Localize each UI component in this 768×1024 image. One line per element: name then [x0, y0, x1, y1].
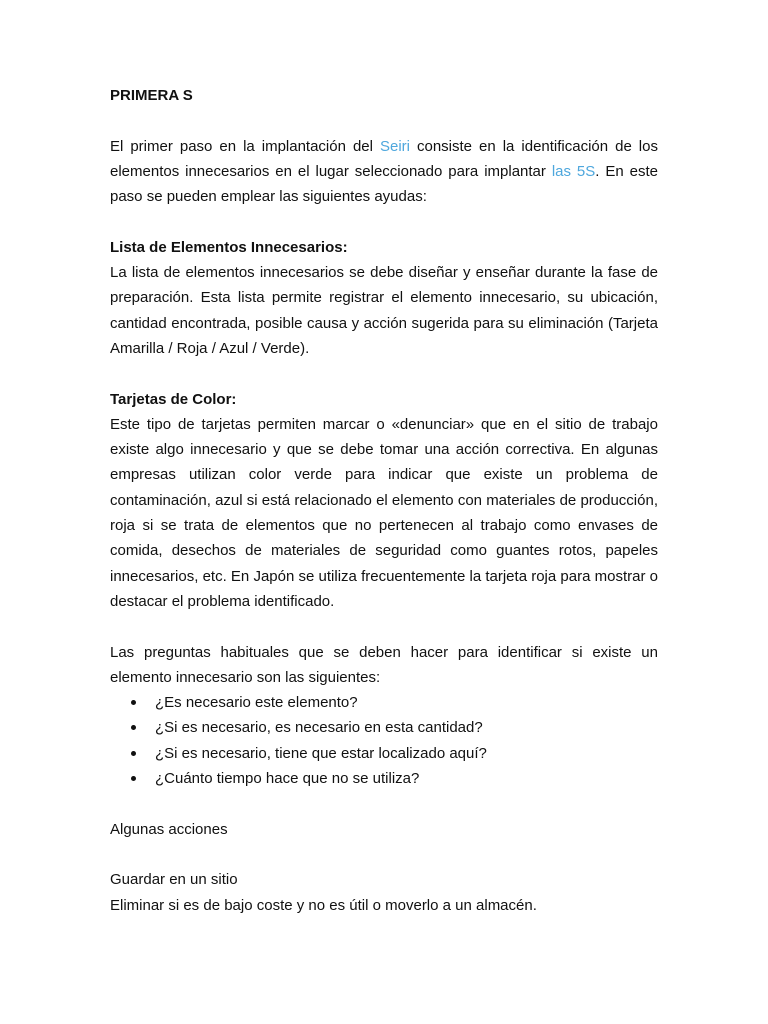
acciones-line-2: Eliminar si es de bajo coste y no es útil o moverlo a un almacén.	[110, 896, 537, 914]
list-item	[110, 766, 658, 791]
bullet-icon	[131, 700, 136, 705]
spacer	[110, 361, 658, 386]
intro-text-2: consiste en la identificación de los elementos innecesarios en el lugar seleccionado para implantar	[110, 137, 658, 180]
list-item-text: ¿Si es necesario, tiene que estar localizado aquí?	[155, 744, 487, 762]
intro-text-3: . En este paso se pueden emplear las siguientes ayudas:	[110, 162, 659, 206]
spacer	[110, 209, 658, 234]
acciones-heading: Algunas acciones	[110, 820, 228, 838]
document-page	[110, 83, 658, 918]
list-item-text: ¿Cuánto tiempo hace que no se utiliza?	[155, 770, 420, 788]
seiri-link[interactable]: Seiri	[379, 137, 410, 155]
bullet-icon	[131, 725, 136, 730]
list-item	[110, 741, 658, 766]
lista-paragraph: La lista de elementos innecesarios se debe diseñar y enseñar durante la fase de preparación. Esta lista permite registrar el elemento innecesario, su ubicación, cantidad encontrada, posible causa y acción sugerida para su eliminación (Tarjeta Amarilla / Roja / Azul / Verde).	[110, 264, 658, 357]
bullet-icon	[131, 751, 136, 756]
tarjetas-paragraph: Este tipo de tarjetas permiten marcar o «denunciar» que en el sitio de trabajo existe algo innecesario y que se debe tomar una acción correctiva. En algunas empresas utilizan color verde para indicar que existe un problema de contaminación, azul si está relacionado el elemento con materiales de producción, roja si se trata de elementos que no pertenecen al trabajo como envases de comida, desechos de materiales de seguridad como guantes rotos, papeles innecesarios, etc. En Japón se utiliza frecuentemente la tarjeta roja para mostrar o destacar el problema identificado.	[110, 415, 658, 610]
preguntas-intro: Las preguntas habituales que se deben hacer para identificar si existe un elemento innecesario son las siguientes:	[110, 643, 658, 686]
intro-paragraph	[110, 134, 658, 210]
tarjetas-heading: Tarjetas de Color:	[110, 390, 237, 408]
spacer	[110, 791, 658, 816]
5s-link[interactable]: las 5S	[551, 162, 596, 180]
lista-heading: Lista de Elementos Innecesarios:	[110, 238, 348, 256]
bullet-icon	[131, 776, 136, 781]
spacer	[110, 108, 658, 133]
list-item-text: ¿Es necesario este elemento?	[155, 694, 358, 712]
intro-text-1: El primer paso en la implantación del	[110, 137, 380, 155]
preguntas-list	[110, 690, 658, 791]
list-item	[110, 690, 658, 715]
list-item-text: ¿Si es necesario, es necesario en esta cantidad?	[155, 719, 483, 737]
list-item	[110, 715, 658, 740]
acciones-line-1: Guardar en un sitio	[110, 871, 238, 889]
spacer	[110, 842, 658, 867]
section-title: PRIMERA S	[110, 87, 193, 104]
spacer	[110, 614, 658, 639]
